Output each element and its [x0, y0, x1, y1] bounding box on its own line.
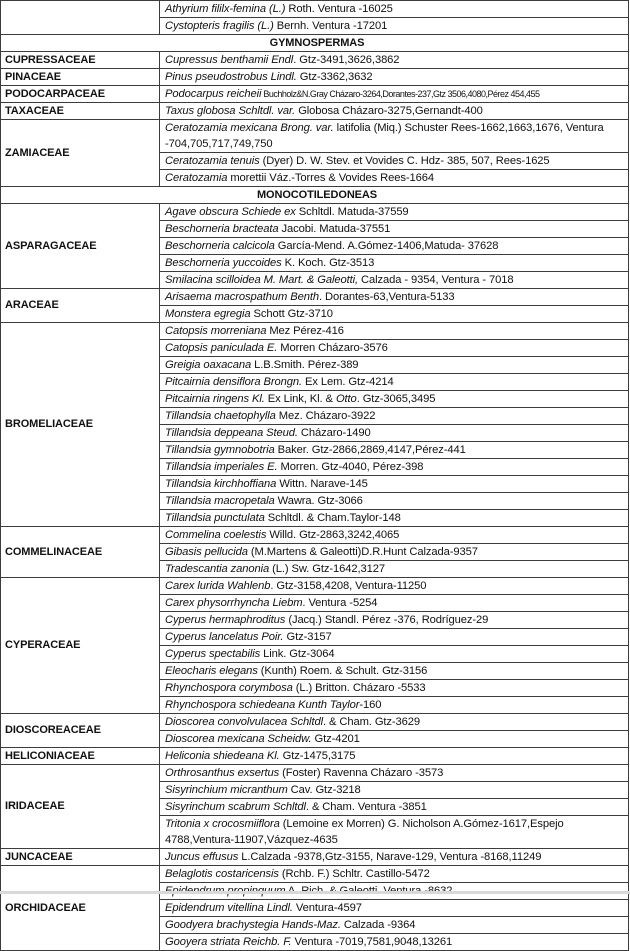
table-row: [1, 204, 629, 221]
species-cell: Beschorneria bracteata Jacobi. Matuda-37551: [160, 221, 629, 238]
species-cell: Cupressus benthamii Endl. Gtz-3491,3626,3862: [160, 52, 629, 69]
table-row: [1, 52, 629, 69]
species-cell: Tradescantia zanonia (L.) Sw. Gtz-1642,3127: [160, 561, 629, 578]
family-juncaceae: JUNCACEAE: [1, 849, 160, 866]
family-pinaceae: PINACEAE: [1, 69, 160, 86]
species-cell: Catopsis morreniana Mez Pérez-416: [160, 323, 629, 340]
table-row: [1, 748, 629, 765]
section-header-row: [1, 187, 629, 204]
species-cell: Tillandsia deppeana Steud. Cházaro-1490: [160, 425, 629, 442]
species-cell: Arisaema macrospathum Benth. Dorantes-63,Ventura-5133: [160, 289, 629, 306]
species-cell: Rhynchospora corymbosa (L.) Britton. Cházaro -5533: [160, 680, 629, 697]
table-row: [1, 103, 629, 120]
table-row: [1, 527, 629, 544]
species-cell: Agave obscura Schiede ex Schltdl. Matuda-37559: [160, 204, 629, 221]
species-cell: Tillandsia macropetala Wawra. Gtz-3066: [160, 493, 629, 510]
family-dioscoreaceae: DIOSCOREACEAE: [1, 714, 160, 748]
species-cell: Rhynchospora schiedeana Kunth Taylor-160: [160, 697, 629, 714]
species-cell: Beschorneria yuccoides K. Koch. Gtz-3513: [160, 255, 629, 272]
species-cell: Cyperus hermaphroditus (Jacq.) Standl. Pérez -376, Rodríguez-29: [160, 612, 629, 629]
family-podocarpaceae: PODOCARPACEAE: [1, 86, 160, 103]
table-row: [1, 120, 629, 153]
family-cyperaceae: CYPERACEAE: [1, 578, 160, 714]
table-row: [1, 1, 629, 18]
family-zamiaceae: ZAMIACEAE: [1, 120, 160, 187]
section-header-row: [1, 35, 629, 52]
family-taxaceae: TAXACEAE: [1, 103, 160, 120]
family-commelinaceae: COMMELINACEAE: [1, 527, 160, 578]
species-cell: Gooyera striata Reichb. F. Ventura -7019,7581,9048,13261: [160, 934, 629, 951]
species-cell: Commelina coelestis Willd. Gtz-2863,3242,4065: [160, 527, 629, 544]
species-cell: Tritonia x crocosmiiflora (Lemoine ex Morren) G. Nicholson A.Gómez-1617,Espejo 4788,Ventura-11907,Vázquez-4635: [160, 816, 629, 849]
family-asparagaceae: ASPARAGACEAE: [1, 204, 160, 289]
species-cell: Goodyera brachystegia Hands-Maz. Calzada -9364: [160, 917, 629, 934]
family-cupressaceae: CUPRESSACEAE: [1, 52, 160, 69]
species-cell: Tillandsia chaetophylla Mez. Cházaro-3922: [160, 408, 629, 425]
species-cell: Sisyrinchum scabrum Schltdl. & Cham. Ventura -3851: [160, 799, 629, 816]
family-orchidaceae: ORCHIDACEAE: [1, 866, 160, 951]
table-row: [1, 323, 629, 340]
species-cell: Pinus pseudostrobus Lindl. Gtz-3362,3632: [160, 69, 629, 86]
species-cell: Heliconia shiedeana Kl. Gtz-1475,3175: [160, 748, 629, 765]
table-row: [1, 86, 629, 103]
species-cell: Sisyrinchium micranthum Cav. Gtz-3218: [160, 782, 629, 799]
species-cell: Dioscorea mexicana Scheidw. Gtz-4201: [160, 731, 629, 748]
section-title-gymnospermas: GYMNOSPERMAS: [1, 35, 629, 52]
species-cell: Pitcairnia densiflora Brongn. Ex Lem. Gtz-4214: [160, 374, 629, 391]
species-cell: Ceratozamia tenuis (Dyer) D. W. Stev. et Vovides C. Hdz- 385, 507, Rees-1625: [160, 153, 629, 170]
species-cell: Cyperus lancelatus Poir. Gtz-3157: [160, 629, 629, 646]
table-row: [1, 866, 629, 883]
species-cell: Eleocharis elegans (Kunth) Roem. & Schult. Gtz-3156: [160, 663, 629, 680]
species-cell: Carex lurida Wahlenb. Gtz-3158,4208, Ventura-11250: [160, 578, 629, 595]
species-cell: Belaglotis costaricensis (Rchb. F.) Schltr. Castillo-5472: [160, 866, 629, 883]
species-cell: Smilacina scilloidea M. Mart. & Galeotti, Calzada - 9354, Ventura - 7018: [160, 272, 629, 289]
species-cell: Ceratozamia morettii Váz.-Torres & Vovides Rees-1664: [160, 170, 629, 187]
table-row: [1, 289, 629, 306]
species-cell: Tillandsia punctulata Schltdl. & Cham.Taylor-148: [160, 510, 629, 527]
section-title-monocotiledoneas: MONOCOTILEDONEAS: [1, 187, 629, 204]
species-cell: Epidendrum vitellina Lindl. Ventura-4597: [160, 900, 629, 917]
species-cell: Athyrium fililx-femina (L.) Roth. Ventura -16025: [160, 1, 629, 18]
species-cell: Greigia oaxacana L.B.Smith. Pérez-389: [160, 357, 629, 374]
species-cell: Cystopteris fragilis (L.) Bernh. Ventura -17201: [160, 18, 629, 35]
species-cell: Carex physorrhyncha Liebm. Ventura -5254: [160, 595, 629, 612]
family-araceae: ARACEAE: [1, 289, 160, 323]
family-iridaceae: IRIDACEAE: [1, 765, 160, 849]
species-cell: Podocarpus reicheii Buchholz&N.Gray Cházaro-3264,Dorantes-237,Gtz 3506,4080,Pérez 454,455: [160, 86, 629, 103]
family-cell-continued: [1, 1, 160, 35]
species-cell: Monstera egregia Schott Gtz-3710: [160, 306, 629, 323]
species-cell: Cyperus spectabilis Link. Gtz-3064: [160, 646, 629, 663]
species-cell: Pitcairnia ringens Kl. Ex Link, Kl. & Otto. Gtz-3065,3495: [160, 391, 629, 408]
species-cell: Tillandsia gymnobotria Baker. Gtz-2866,2869,4147,Pérez-441: [160, 442, 629, 459]
table-row: [1, 765, 629, 782]
species-cell: Catopsis paniculada E. Morren Cházaro-3576: [160, 340, 629, 357]
species-cell: Taxus globosa Schltdl. var. Globosa Cházaro-3275,Gernandt-400: [160, 103, 629, 120]
species-cell: Tillandsia kirchhoffiana Wittn. Narave-145: [160, 476, 629, 493]
family-bromeliaceae: BROMELIACEAE: [1, 323, 160, 527]
species-cell: Orthrosanthus exsertus (Foster) Ravenna Cházaro -3573: [160, 765, 629, 782]
table-row: [1, 69, 629, 86]
table-row: [1, 714, 629, 731]
species-cell: Beschorneria calcicola García-Mend. A.Gómez-1406,Matuda- 37628: [160, 238, 629, 255]
table-row: [1, 849, 629, 866]
species-cell: Gibasis pellucida (M.Martens & Galeotti)D.R.Hunt Calzada-9357: [160, 544, 629, 561]
table-row: [1, 578, 629, 595]
species-cell: Juncus effusus L.Calzada -9378,Gtz-3155, Narave-129, Ventura -8168,11249: [160, 849, 629, 866]
species-cell: Ceratozamia mexicana Brong. var. latifolia (Miq.) Schuster Rees-1662,1663,1676, Ventura -704,705,717,749,750: [160, 120, 629, 153]
species-cell: Dioscorea convolvulacea Schltdl. & Cham. Gtz-3629: [160, 714, 629, 731]
family-heliconiaceae: HELICONIACEAE: [1, 748, 160, 765]
species-cell: Tillandsia imperiales E. Morren. Gtz-4040, Pérez-398: [160, 459, 629, 476]
